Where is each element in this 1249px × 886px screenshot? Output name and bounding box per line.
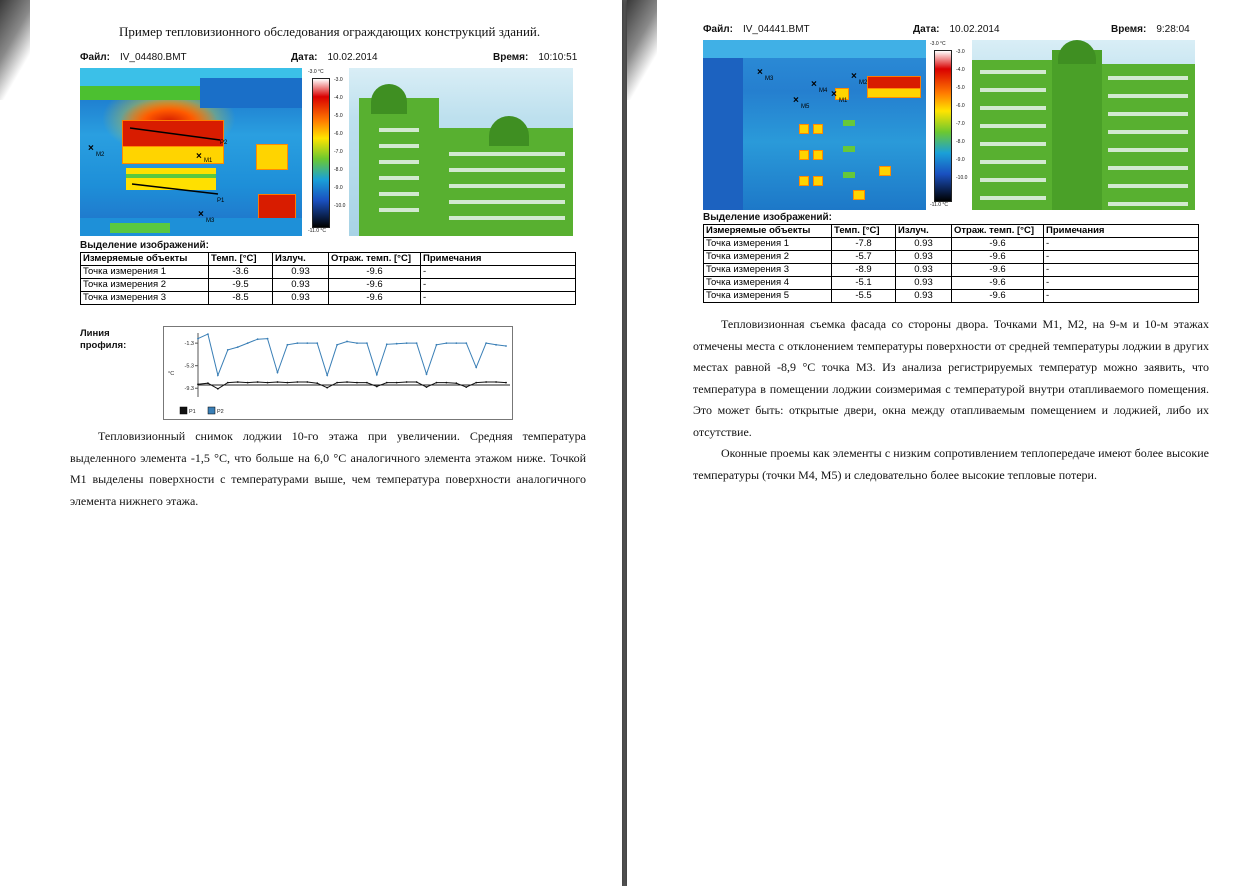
selection-title: Выделение изображений:	[80, 240, 209, 251]
marker-cross: ×	[793, 95, 799, 106]
profile-label: P2	[220, 140, 228, 146]
table-row: Точка измерения 1 -7.8 0.93 -9.6 -	[704, 238, 1199, 251]
data-point	[277, 381, 279, 383]
table-row: Точка измерения 2 -5.7 0.93 -9.6 -	[704, 251, 1199, 264]
series-line-p2	[198, 334, 506, 375]
data-point	[267, 338, 269, 340]
date-info	[291, 52, 378, 63]
column-header: Примечания	[421, 253, 576, 266]
marker-label: M2	[96, 152, 105, 158]
data-point	[445, 382, 447, 384]
time-label: Время:	[493, 52, 529, 63]
marker-label: M1	[204, 158, 213, 164]
data-point	[495, 381, 497, 383]
marker-label: M3	[765, 76, 774, 82]
file-label: Файл:	[703, 24, 733, 35]
data-point	[306, 342, 308, 344]
data-point	[376, 374, 378, 376]
marker-cross: ×	[831, 89, 837, 100]
data-point	[356, 342, 358, 344]
marker-label: M3	[206, 218, 215, 224]
date-value: 10.02.2014	[327, 52, 378, 63]
profile-lines	[80, 68, 302, 236]
description-paragraphs	[693, 314, 1209, 486]
data-point	[465, 342, 467, 344]
data-point	[257, 338, 259, 340]
data-point	[505, 345, 507, 347]
file-info	[703, 24, 810, 35]
data-point	[227, 382, 229, 384]
time-info	[1111, 24, 1190, 35]
temperature-scale: -3.0 °C -3.0 -4.0 -5.0 -6.0 -7.0 -8.0 -9.0 -10.0 -11.0 °C	[308, 69, 346, 234]
color-bar	[312, 78, 330, 228]
data-point	[306, 381, 308, 383]
data-point	[207, 333, 209, 335]
page-title: Пример тепловизионного обследования ограждающих конструкций зданий.	[119, 24, 541, 39]
data-point	[227, 349, 229, 351]
data-point	[217, 388, 219, 390]
data-point	[455, 382, 457, 384]
marker-label: M1	[839, 98, 848, 104]
marker-cross: ×	[198, 209, 204, 220]
thermal-image	[80, 68, 302, 236]
data-point	[436, 382, 438, 384]
data-point	[336, 344, 338, 346]
profile-line-label: Линия профиля:	[80, 328, 127, 351]
data-point	[277, 372, 279, 374]
data-point	[376, 386, 378, 388]
profile-chart-svg	[164, 327, 512, 419]
data-point	[366, 342, 368, 344]
data-point	[406, 381, 408, 383]
legend-label: P1	[189, 409, 196, 415]
marker-cross: ×	[851, 71, 857, 82]
data-point	[396, 343, 398, 345]
document-page-right	[627, 0, 1249, 886]
data-point	[247, 342, 249, 344]
data-point	[247, 382, 249, 384]
marker-label: M4	[819, 88, 828, 94]
column-header: Темп. [°C]	[832, 225, 896, 238]
marker-cross: ×	[196, 151, 202, 162]
thermal-image	[703, 40, 926, 210]
y-tick-label: -9.3	[184, 386, 194, 393]
date-label: Дата:	[291, 52, 318, 63]
marker-cross: ×	[88, 143, 94, 154]
data-point	[485, 342, 487, 344]
data-point	[197, 383, 199, 385]
time-value: 10:10:51	[538, 52, 578, 63]
table-row: Точка измерения 2 -9.5 0.93 -9.6 -	[81, 279, 576, 292]
color-bar	[934, 50, 952, 202]
table-row: Точка измерения 5 -5.5 0.93 -9.6 -	[704, 290, 1199, 303]
temperature-scale: -3.0 °C -3.0 -4.0 -5.0 -6.0 -7.0 -8.0 -9.0 -10.0 -11.0 °C	[930, 41, 968, 208]
file-label: Файл:	[80, 52, 110, 63]
data-point	[336, 382, 338, 384]
table-row: Точка измерения 3 -8.5 0.93 -9.6 -	[81, 292, 576, 305]
y-tick-label: -5.3	[184, 363, 194, 370]
data-point	[316, 342, 318, 344]
data-point	[257, 381, 259, 383]
y-tick-label: -1.3	[184, 341, 194, 348]
data-point	[356, 382, 358, 384]
marker-label: M5	[801, 104, 810, 110]
column-header: Измеряемые объекты	[81, 253, 209, 266]
data-point	[445, 342, 447, 344]
column-header: Примечания	[1044, 225, 1199, 238]
data-point	[465, 386, 467, 388]
file-value: IV_04480.BMT	[119, 52, 187, 63]
marker-cross: ×	[811, 79, 817, 90]
building-photo	[349, 68, 573, 236]
data-point	[296, 342, 298, 344]
building-photo	[972, 40, 1195, 210]
marker-label: M2	[859, 80, 868, 86]
table-row: Точка измерения 1 -3.6 0.93 -9.6 -	[81, 266, 576, 279]
data-point	[326, 374, 328, 376]
selection-title: Выделение изображений:	[703, 212, 832, 223]
measurement-table	[703, 224, 1199, 303]
data-point	[436, 344, 438, 346]
description-paragraph: Тепловизионный снимок лоджии 10-го этажа при увеличении. Средняя температура выделенного элемента -1,5 °С, что больше на 6,0 °С аналогичного элемента этажом ниже. Точкой М1 выделены поверхности с температурами выше, чем температура поверхности аналогичного элемента нижнего этажа.	[70, 429, 586, 508]
data-point	[237, 381, 239, 383]
time-label: Время:	[1111, 24, 1147, 35]
legend-swatch	[180, 407, 187, 414]
column-header: Отраж. темп. [°C]	[952, 225, 1044, 238]
data-point	[495, 344, 497, 346]
description-paragraph: Тепловизионная съемка фасада со стороны двора. Точками М1, М2, на 9-м и 10-м этажах отмечены места с отклонением температуры поверхности от средней температуры лоджии в других местах равной -8,9 °С точка М3. Из анализа регистрируемых температур можно заявить, что температура в помещении лоджии соизмеримая с температурой внутри отапливаемого помещения. Это может быть: открытые двери, окна между отапливаемым помещением и лоджией, либо их отсутствие.	[693, 317, 1209, 439]
data-point	[505, 382, 507, 384]
measurement-table	[80, 252, 576, 305]
data-point	[475, 382, 477, 384]
data-point	[366, 382, 368, 384]
data-point	[326, 387, 328, 389]
page-corner-shadow	[627, 0, 657, 100]
column-header: Излуч.	[273, 253, 329, 266]
data-point	[217, 374, 219, 376]
data-point	[346, 381, 348, 383]
file-value: IV_04441.BMT	[742, 24, 810, 35]
data-point	[416, 342, 418, 344]
profile-label: P1	[217, 198, 225, 204]
data-point	[287, 382, 289, 384]
column-header: Отраж. темп. [°C]	[329, 253, 421, 266]
data-point	[296, 381, 298, 383]
data-point	[386, 382, 388, 384]
column-header: Излуч.	[896, 225, 952, 238]
column-header: Измеряемые объекты	[704, 225, 832, 238]
data-point	[426, 373, 428, 375]
date-value: 10.02.2014	[949, 24, 1000, 35]
data-point	[207, 382, 209, 384]
data-point	[267, 382, 269, 384]
legend-label: P2	[217, 409, 224, 415]
data-point	[197, 338, 199, 340]
table-header-row	[704, 225, 1199, 238]
profile-chart	[163, 326, 513, 420]
date-info	[913, 24, 1000, 35]
table-row: Точка измерения 3 -8.9 0.93 -9.6 -	[704, 264, 1199, 277]
data-point	[485, 381, 487, 383]
data-point	[426, 386, 428, 388]
data-point	[396, 382, 398, 384]
y-axis-label: °C	[168, 371, 175, 377]
data-point	[346, 341, 348, 343]
data-point	[416, 381, 418, 383]
data-point	[386, 343, 388, 345]
page-corner-shadow	[0, 0, 30, 100]
table-row: Точка измерения 4 -5.1 0.93 -9.6 -	[704, 277, 1199, 290]
marker-cross: ×	[757, 67, 763, 78]
data-point	[237, 346, 239, 348]
data-point	[316, 382, 318, 384]
file-info	[80, 52, 187, 63]
column-header: Темп. [°C]	[209, 253, 273, 266]
table-header-row	[81, 253, 576, 266]
data-point	[475, 366, 477, 368]
time-value: 9:28:04	[1156, 24, 1190, 35]
data-point	[406, 342, 408, 344]
description-paragraph: Оконные проемы как элементы с низким сопротивлением теплопередаче имеют более высокие температуры (точки М4, М5) и следовательно более высокие тепловые потери.	[693, 446, 1209, 482]
document-page-left	[0, 0, 622, 886]
legend-swatch	[208, 407, 215, 414]
date-label: Дата:	[913, 24, 940, 35]
time-info	[493, 52, 577, 63]
data-point	[287, 344, 289, 346]
data-point	[455, 342, 457, 344]
